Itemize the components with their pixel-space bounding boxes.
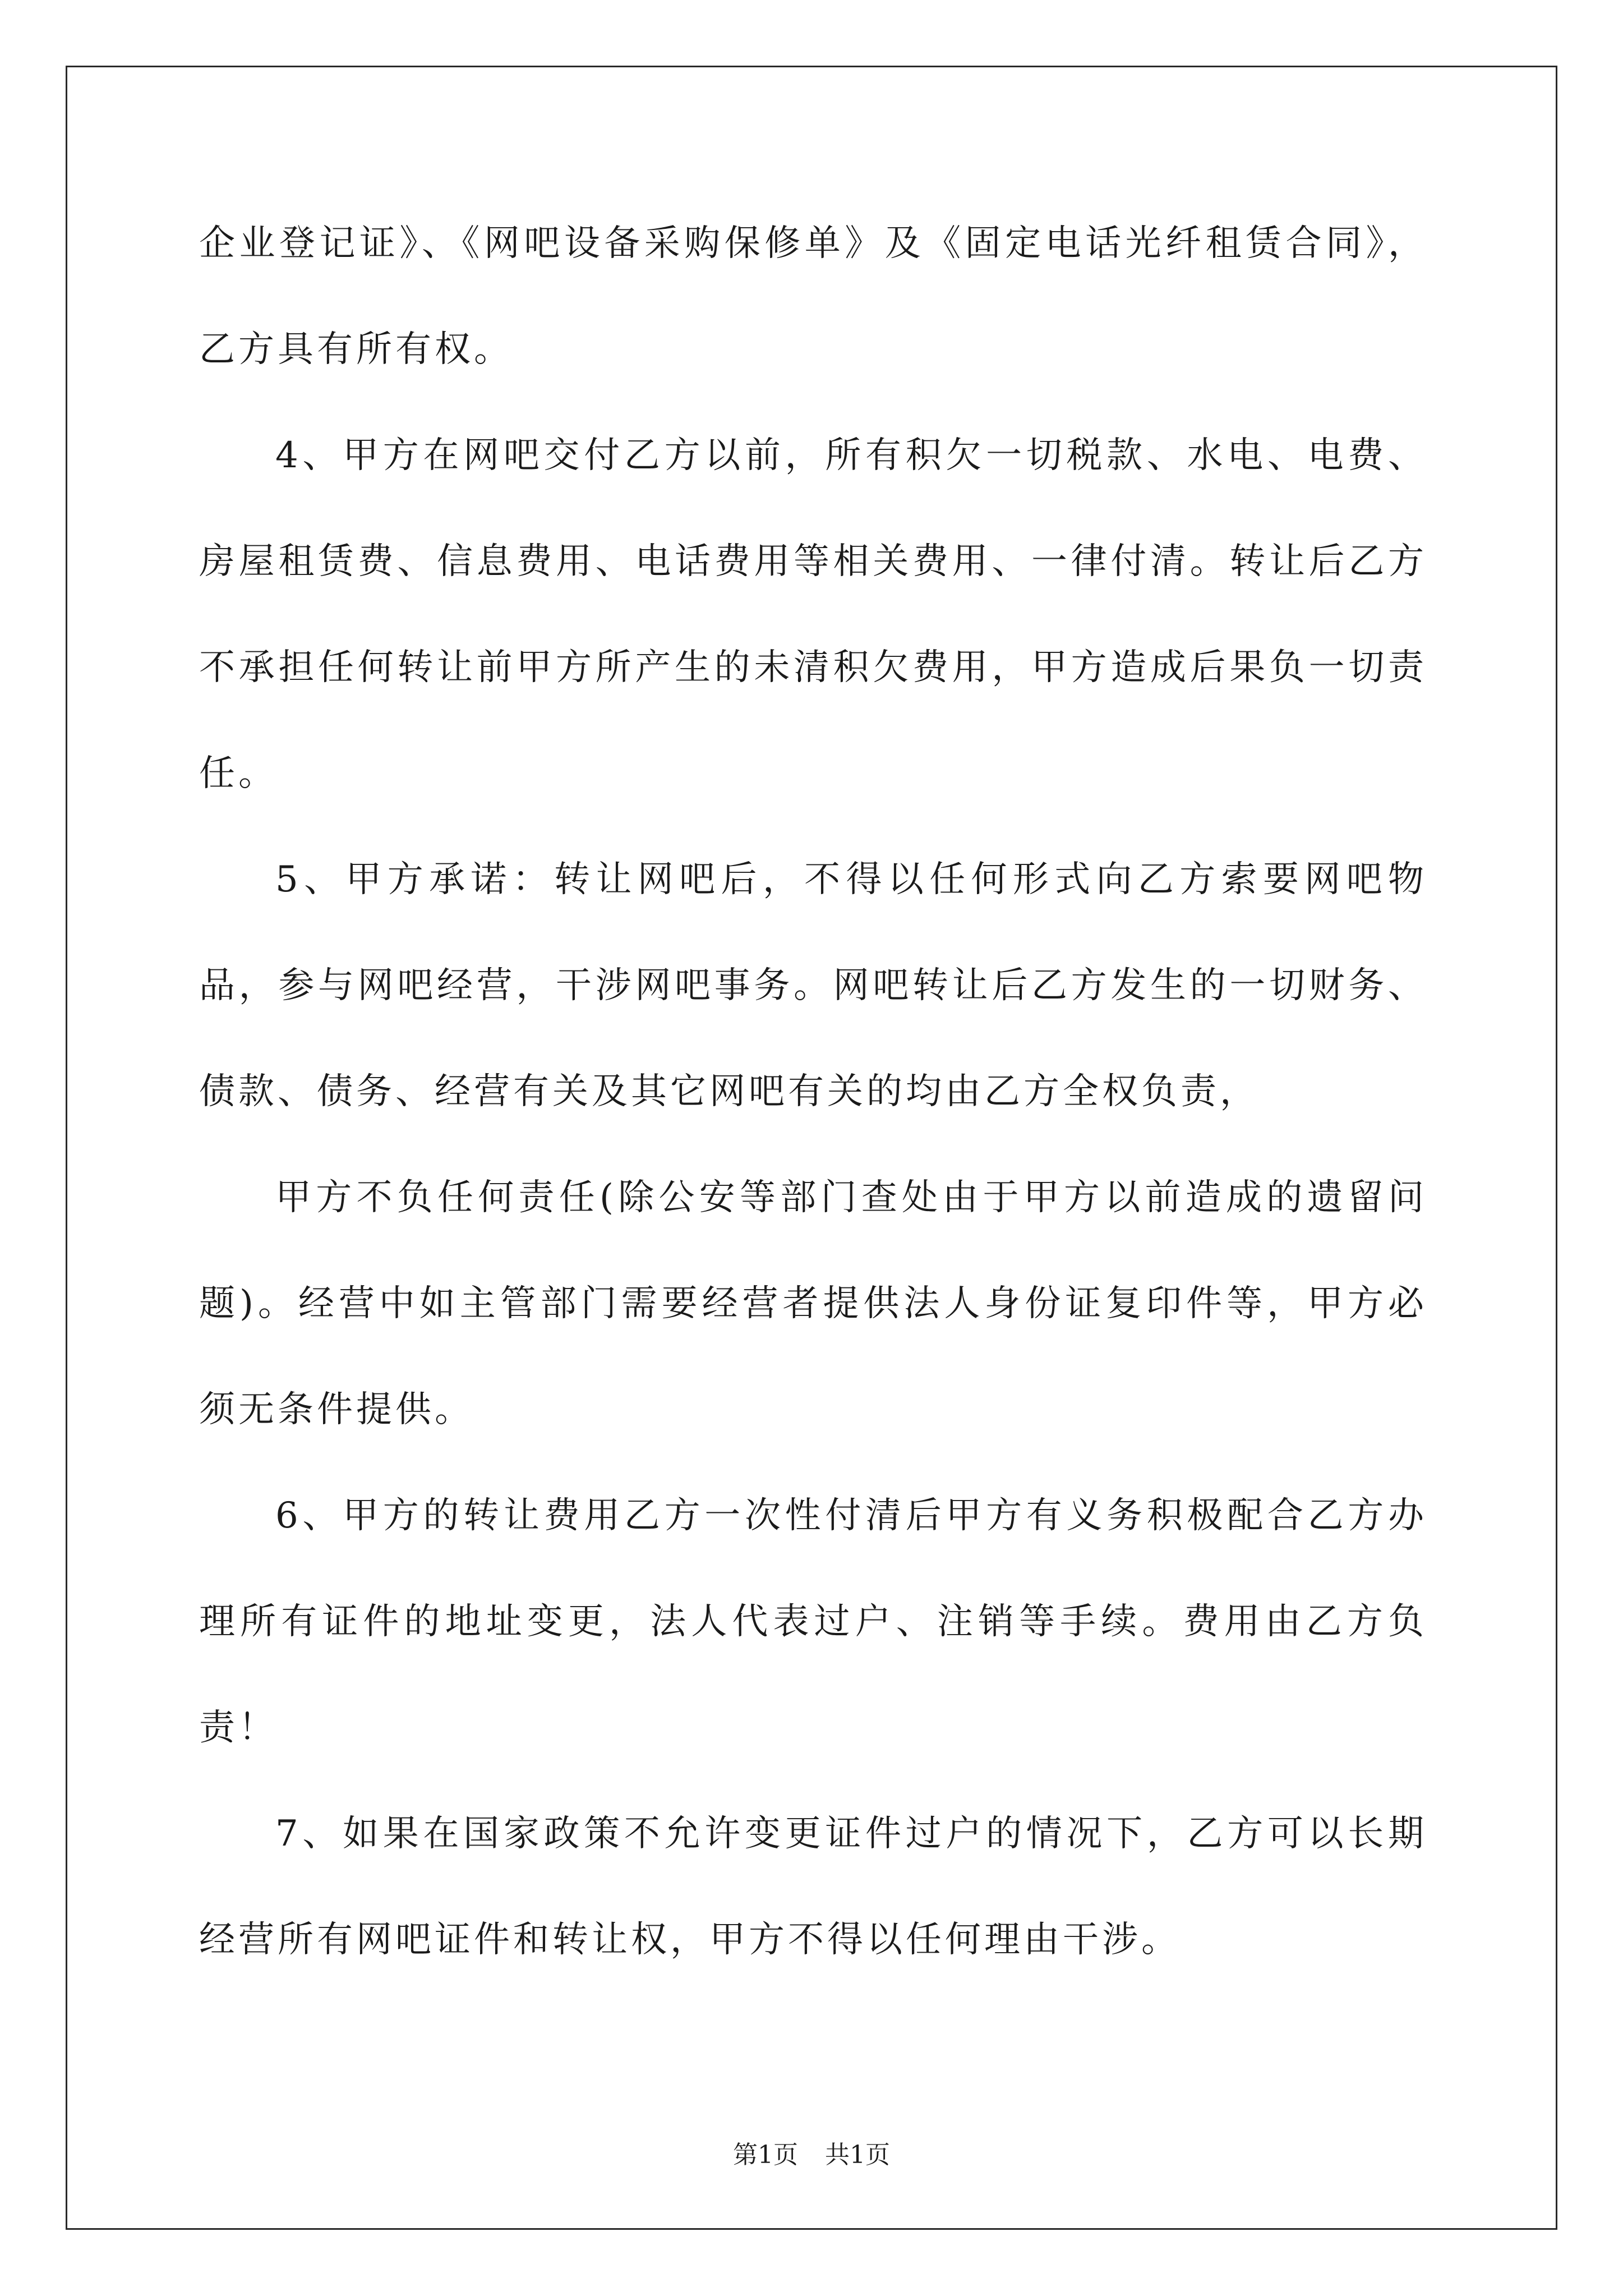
page-total: 共1页 xyxy=(825,2141,890,2169)
paragraph-clause-6: 6、甲方的转让费用乙方一次性付清后甲方有义务积极配合乙方办理所有证件的地址变更，法人代表过户、注销等手续。费用由乙方负责！ xyxy=(199,1495,1427,1749)
paragraph-clause-7: 7、如果在国家政策不允许变更证件过户的情况下，乙方可以长期经营所有网吧证件和转让权，甲方不得以任何理由干涉。 xyxy=(199,1813,1427,1961)
page-number: 第1页 xyxy=(733,2141,798,2169)
paragraph-clause-5: 5、甲方承诺：转让网吧后，不得以任何形式向乙方索要网吧物品，参与网吧经营，干涉网吧事务。网吧转让后乙方发生的一切财务、债款、债务、经营有关及其它网吧有关的均由乙方全权负责， xyxy=(199,859,1427,1112)
paragraph-clause-5-continued: 甲方不负任何责任(除公安等部门查处由于甲方以前造成的遗留问题)。经营中如主管部门需要经营者提供法人身份证复印件等，甲方必须无条件提供。 xyxy=(199,1177,1427,1430)
page-footer xyxy=(0,2138,1623,2172)
paragraph-clause-4: 4、甲方在网吧交付乙方以前，所有积欠一切税款、水电、电费、房屋租赁费、信息费用、电话费用等相关费用、一律付清。转让后乙方不承担任何转让前甲方所产生的未清积欠费用，甲方造成后果负一切责任。 xyxy=(199,435,1427,794)
paragraph-continued: 企业登记证》、《网吧设备采购保修单》及《固定电话光纤租赁合同》，乙方具有所有权。 xyxy=(199,223,1427,370)
document-body xyxy=(199,191,1427,1993)
